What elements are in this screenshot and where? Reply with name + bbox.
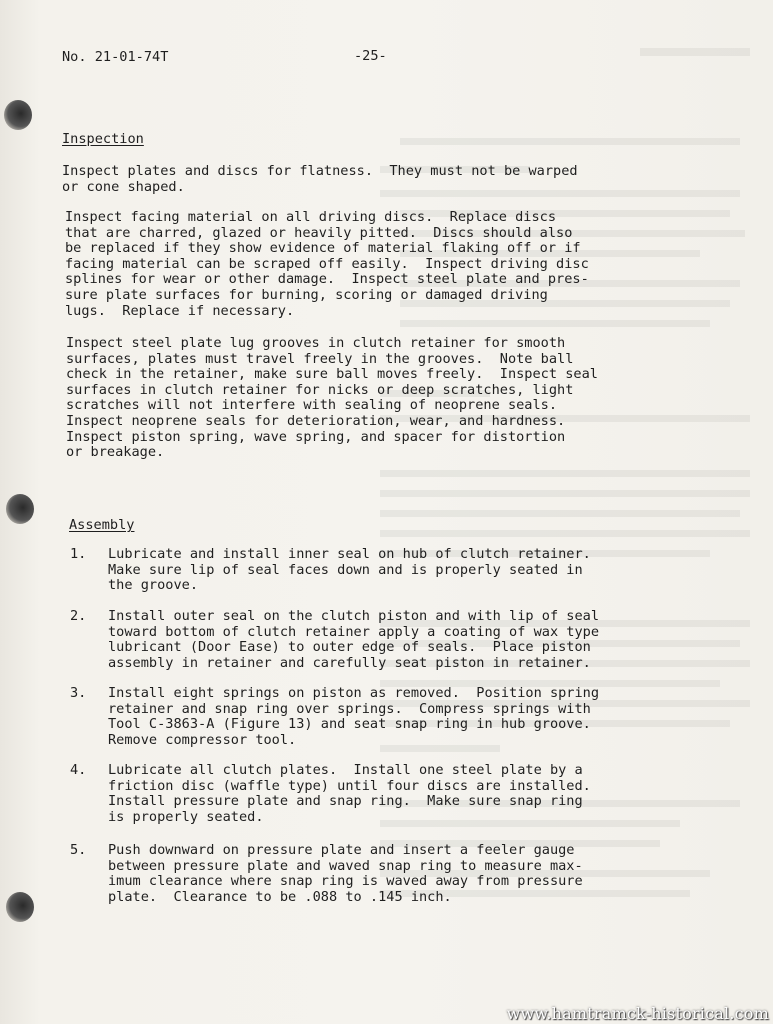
- inspection-heading: Inspection: [62, 131, 144, 147]
- inspection-paragraph: Inspect steel plate lug grooves in clutch retainer for smooth surfaces, plates must travel freely in the grooves. Note ball check in the retainer, make sure ball moves freely. Inspect seal surfaces in clutch retainer for nicks or deep scratches, light scratches will not interfere with sealing of neoprene seals. Inspect neoprene seals for deterioration, wear, and hardness. Inspect piston spring, wave spring, and spacer for distortion or breakage.: [66, 335, 598, 461]
- step-number: 2.: [70, 608, 87, 624]
- inspection-paragraph: Inspect facing material on all driving discs. Replace discs that are charred, glazed or heavily pitted. Discs should also be replaced if they show evidence of material flaking off or if facing material can be scraped off easily. Inspect driving disc splines for wear or other damage. Inspect steel plate and pres- sure plate surfaces for burning, scoring or damaged driving lugs. Replace if necessary.: [65, 209, 589, 319]
- step-text: Install outer seal on the clutch piston and with lip of seal toward bottom of clutch retainer apply a coating of wax type lubricant (Door Ease) to outer edge of seals. Place piston assembly in retainer and carefully seat piston in retainer.: [108, 608, 600, 671]
- step-text: Install eight springs on piston as removed. Position spring retainer and snap ring over springs. Compress springs with Tool C-3863-A (Figure 13) and seat snap ring in hub groove. Remove compressor tool.: [108, 685, 600, 748]
- binder-hole-middle: [6, 494, 34, 524]
- step-number: 3.: [70, 685, 87, 701]
- inspection-paragraph: Inspect plates and discs for flatness. They must not be warped or cone shaped.: [62, 163, 578, 195]
- step-number: 1.: [70, 546, 87, 562]
- step-number: 5.: [70, 842, 87, 858]
- step-text: Lubricate all clutch plates. Install one steel plate by a friction disc (waffle type) until four discs are installed. Install pressure plate and snap ring. Make sure snap ring is properly seated.: [108, 762, 591, 825]
- document-number: No. 21-01-74T: [62, 49, 169, 65]
- step-text: Lubricate and install inner seal on hub of clutch retainer. Make sure lip of seal faces down and is properly seated in the groove.: [108, 546, 591, 594]
- binder-hole-bottom: [6, 892, 34, 922]
- page-number: -25-: [354, 48, 387, 64]
- assembly-heading: Assembly: [69, 517, 135, 533]
- step-number: 4.: [70, 762, 87, 778]
- binder-hole-top: [4, 100, 32, 130]
- step-text: Push downward on pressure plate and insert a feeler gauge between pressure plate and waved snap ring to measure max- imum clearance where snap ring is waved away from pressure plate. Clearance to be .088 to .145 inch.: [108, 842, 583, 905]
- website-watermark: www.hamtramck-historical.com: [506, 1004, 769, 1024]
